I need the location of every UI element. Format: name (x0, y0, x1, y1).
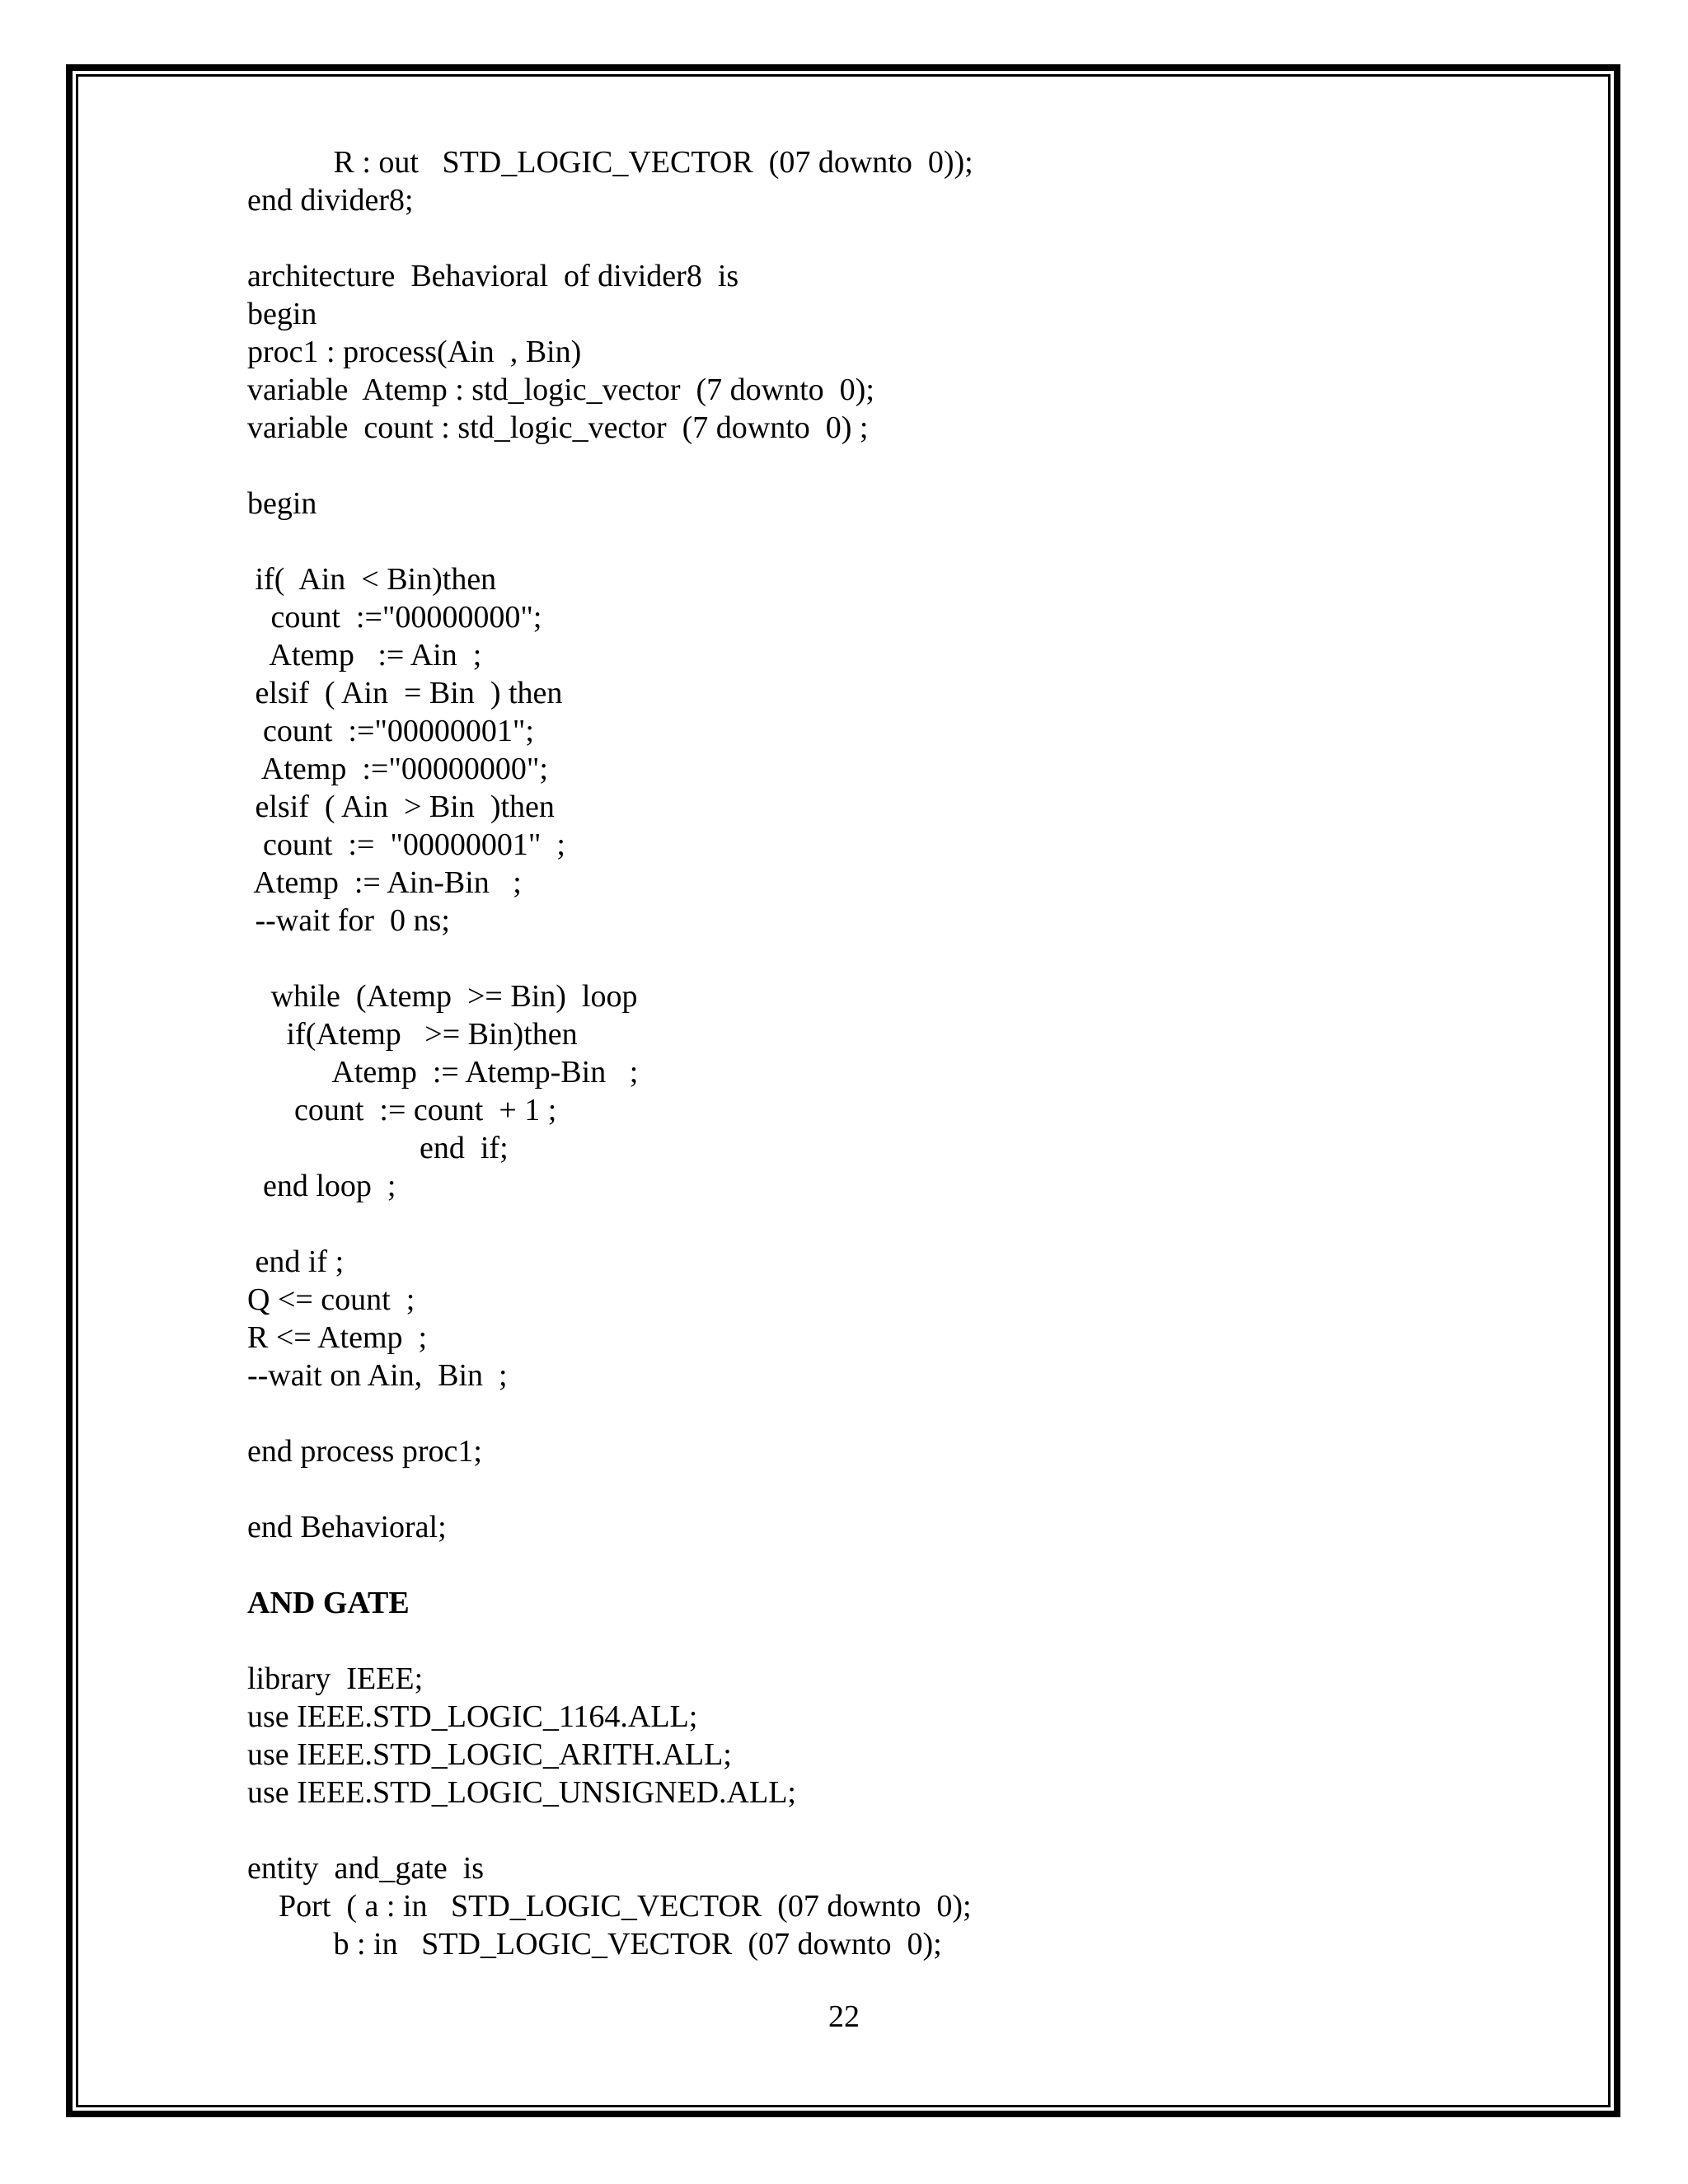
code-line (247, 1205, 973, 1243)
code-line: variable Atemp : std_logic_vector (7 downto 0); (247, 373, 874, 407)
code-line: library IEEE; (247, 1661, 424, 1696)
code-line (247, 447, 973, 485)
vhdl-code-listing (247, 143, 973, 1963)
code-line: proc1 : process(Ain , Bin) (247, 335, 582, 369)
code-line (247, 1394, 973, 1432)
code-line: R : out STD_LOGIC_VECTOR (07 downto 0)); (247, 145, 973, 180)
code-line: elsif ( Ain = Bin ) then (247, 676, 563, 710)
code-line: end if; (247, 1131, 509, 1165)
code-line (247, 1546, 973, 1584)
code-line: --wait on Ain, Bin ; (247, 1358, 508, 1393)
section-heading: AND GATE (247, 1586, 410, 1620)
code-line (247, 940, 973, 977)
code-line: count :="00000001"; (247, 714, 534, 748)
code-line: Atemp := Atemp-Bin ; (247, 1055, 639, 1090)
code-line: end Behavioral; (247, 1510, 447, 1544)
code-line: if(Atemp >= Bin)then (247, 1017, 578, 1052)
code-line: --wait for 0 ns; (247, 903, 450, 938)
code-line: elsif ( Ain > Bin )then (247, 790, 555, 824)
code-line: variable count : std_logic_vector (7 downto 0) ; (247, 410, 869, 445)
code-line: Atemp := Ain ; (247, 638, 482, 673)
code-line: Atemp :="00000000"; (247, 752, 548, 786)
code-line: count := count + 1 ; (247, 1093, 557, 1127)
code-line (247, 523, 973, 560)
code-line: count :="00000000"; (247, 600, 542, 635)
code-line: while (Atemp >= Bin) loop (247, 979, 638, 1014)
code-line: if( Ain < Bin)then (247, 562, 497, 597)
code-line: use IEEE.STD_LOGIC_UNSIGNED.ALL; (247, 1775, 796, 1810)
code-line: use IEEE.STD_LOGIC_ARITH.ALL; (247, 1737, 732, 1772)
code-line: begin (247, 297, 317, 331)
code-line: use IEEE.STD_LOGIC_1164.ALL; (247, 1699, 698, 1734)
code-line: entity and_gate is (247, 1851, 485, 1886)
code-line (247, 1470, 973, 1508)
code-line: b : in STD_LOGIC_VECTOR (07 downto 0); (247, 1927, 942, 1961)
code-line: end loop ; (247, 1169, 396, 1203)
page-number: 22 (828, 1999, 860, 2034)
code-line: count := "00000001" ; (247, 827, 565, 862)
code-line: architecture Behavioral of divider8 is (247, 259, 739, 293)
code-line: end process proc1; (247, 1434, 482, 1469)
code-line: begin (247, 486, 317, 521)
code-line (247, 1622, 973, 1660)
code-line: R <= Atemp ; (247, 1320, 428, 1355)
code-line (247, 219, 973, 257)
code-line: end if ; (247, 1244, 345, 1279)
code-line: Port ( a : in STD_LOGIC_VECTOR (07 downto 0); (247, 1889, 972, 1924)
code-line: Atemp := Ain-Bin ; (247, 865, 522, 900)
code-line: Q <= count ; (247, 1282, 415, 1317)
code-line (247, 1811, 973, 1849)
code-line: end divider8; (247, 183, 414, 218)
